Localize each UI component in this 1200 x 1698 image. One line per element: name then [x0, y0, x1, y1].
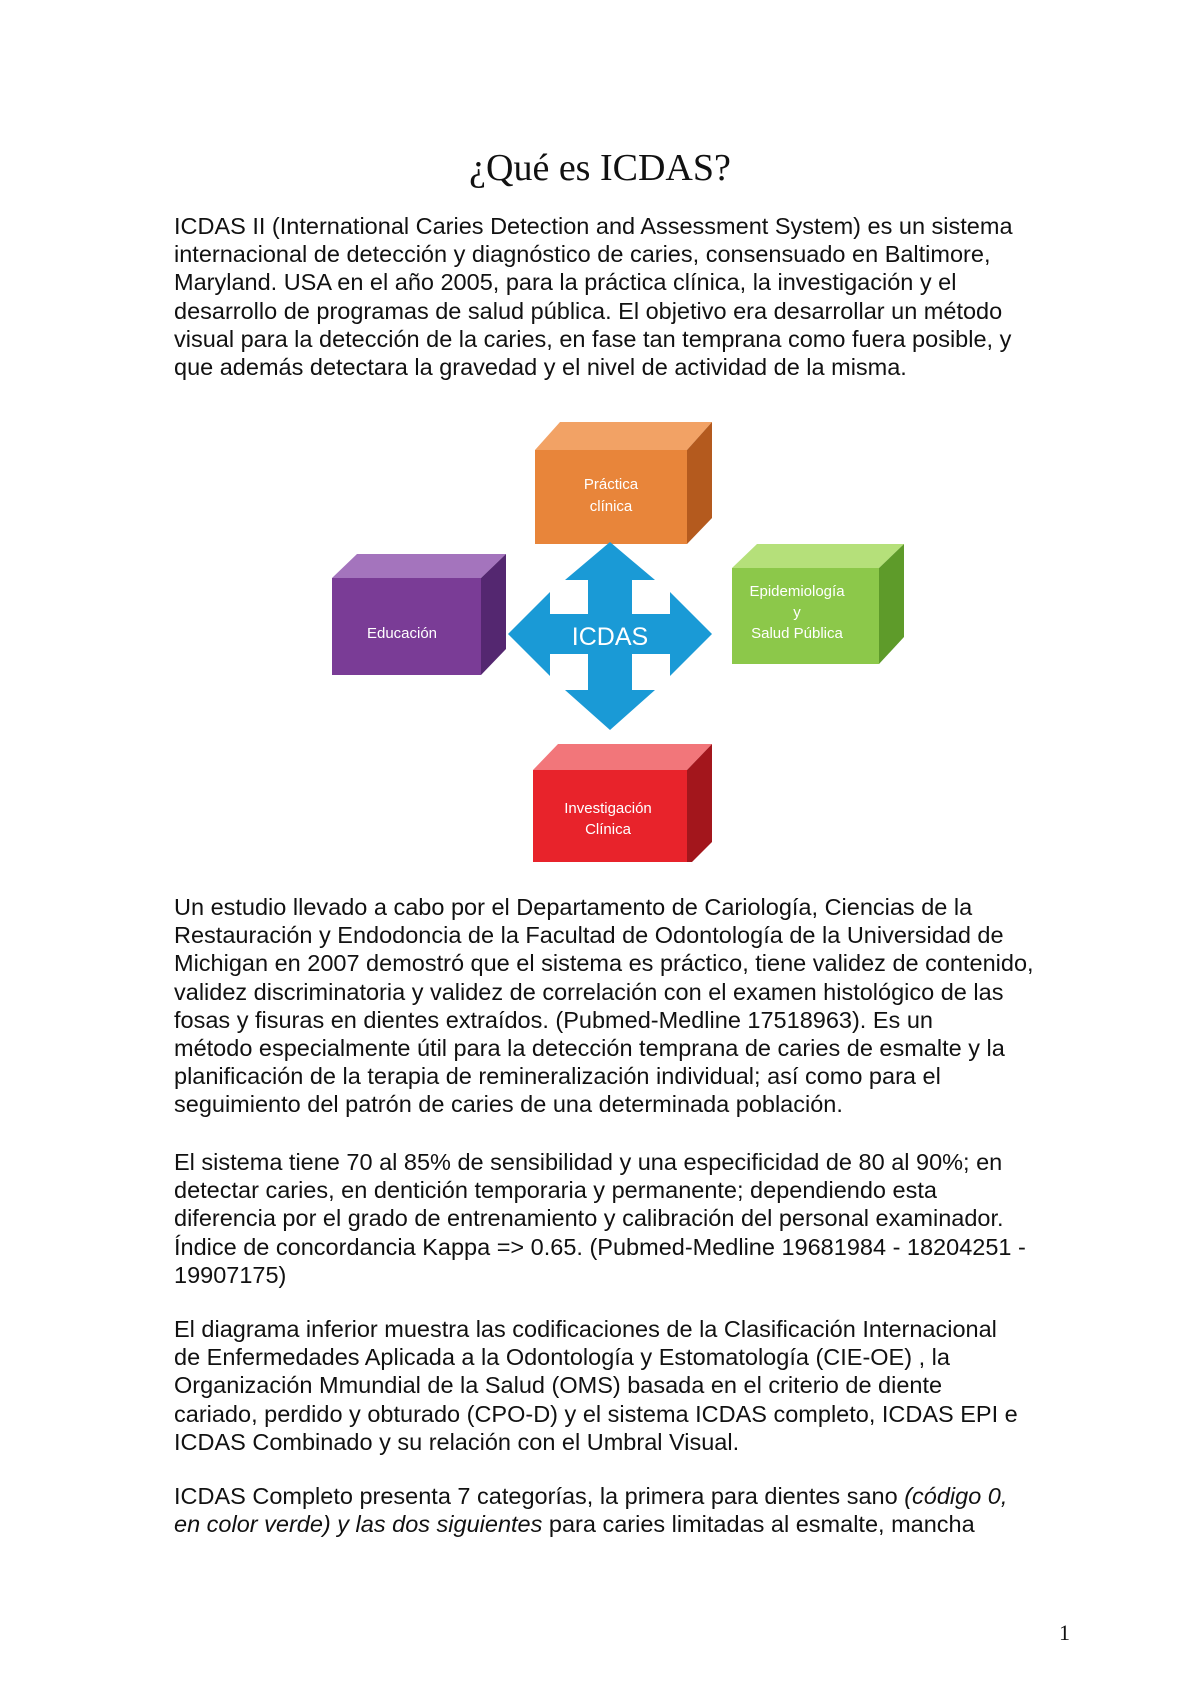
- text-normal: para caries limitadas al esmalte, mancha: [542, 1511, 975, 1538]
- box-label: Educación: [366, 625, 438, 642]
- text-line: 19907175): [174, 1261, 287, 1288]
- text-line: cariado, perdido y obturado (CPO-D) y el sistema ICDAS completo, ICDAS EPI e: [174, 1400, 1018, 1427]
- box-label: clínica: [589, 498, 633, 515]
- text-line: internacional de detección y diagnóstico de caries, consensuado en Baltimore,: [174, 241, 991, 268]
- sensitivity-paragraph: [174, 1148, 1074, 1289]
- text-italic: (código 0,: [904, 1483, 1008, 1509]
- text-line: El diagrama inferior muestra las codificaciones de la Clasificación Internacional: [174, 1316, 997, 1342]
- text-line: que además detectara la gravedad y el nivel de actividad de la misma.: [174, 354, 907, 381]
- page-number: 1: [1059, 1620, 1070, 1645]
- text-line: [174, 1510, 1074, 1538]
- box-epidemiologia: [732, 544, 904, 664]
- diagram-description-paragraph: [174, 1315, 1074, 1456]
- text-line: planificación de la terapia de remineralización individual; así como para el: [174, 1063, 941, 1090]
- box-educacion: [332, 554, 506, 675]
- text-line: fosas y fisuras en dientes extraídos. (Pubmed-Medline 17518963). Es un: [174, 1006, 933, 1033]
- page-title: ¿Qué es ICDAS?: [469, 147, 731, 189]
- text-normal: ICDAS Completo presenta 7 categorías, la primera para dientes sano: [174, 1483, 905, 1509]
- text-line: ICDAS Combinado y su relación con el Umbral Visual.: [174, 1428, 740, 1455]
- text-line: método especialmente útil para la detección temprana de caries de esmalte y la: [174, 1035, 1005, 1062]
- text-italic: en color verde) y las dos siguientes: [174, 1511, 543, 1538]
- text-line: [174, 1482, 1074, 1510]
- icdas-diagram: [320, 412, 920, 862]
- study-paragraph: [174, 893, 1074, 1119]
- icdas-completo-paragraph: [174, 1482, 1074, 1538]
- text-line: El sistema tiene 70 al 85% de sensibilidad y una especificidad de 80 al 90%; en: [174, 1149, 1003, 1175]
- text-line: detectar caries, en dentición temporaria y permanente; dependiendo esta: [174, 1177, 937, 1204]
- text-line: ICDAS II (International Caries Detection and Assessment System) es un sistema: [174, 213, 1013, 239]
- text-line: visual para la detección de la caries, en fase tan temprana como fuera posible, y: [174, 325, 1012, 352]
- center-label: ICDAS: [571, 623, 649, 651]
- box-label: y: [793, 604, 801, 621]
- text-line: diferencia por el grado de entrenamiento y calibración del personal examinador.: [174, 1205, 1004, 1232]
- text-line: Michigan en 2007 demostró que el sistema es práctico, tiene validez de contenido,: [174, 950, 1034, 977]
- box-label: Salud Pública: [751, 625, 843, 642]
- text-line: Organización Mmundial de la Salud (OMS) basada en el criterio de diente: [174, 1372, 943, 1399]
- box-label: Clínica: [585, 821, 631, 838]
- box-practica-clinica: [535, 422, 712, 544]
- box-label: Práctica: [583, 476, 639, 493]
- box-label: Epidemiología: [749, 583, 845, 600]
- text-line: Maryland. USA en el año 2005, para la práctica clínica, la investigación y el: [174, 269, 957, 296]
- icdas-four-way-arrow: [508, 542, 712, 730]
- text-line: validez discriminatoria y validez de correlación con el examen histológico de las: [174, 978, 1004, 1005]
- text-line: Un estudio llevado a cabo por el Departamento de Cariología, Ciencias de la: [174, 894, 973, 920]
- text-line: Índice de concordancia Kappa => 0.65. (Pubmed-Medline 19681984 - 18204251 -: [174, 1233, 1026, 1260]
- intro-paragraph: [174, 212, 1074, 381]
- text-line: desarrollo de programas de salud pública. El objetivo era desarrollar un método: [174, 297, 1003, 324]
- text-line: Restauración y Endodoncia de la Facultad de Odontología de la Universidad de: [174, 922, 1004, 949]
- box-label: Investigación: [564, 800, 652, 817]
- text-line: seguimiento del patrón de caries de una determinada población.: [174, 1091, 843, 1118]
- box-investigacion-clinica: [533, 744, 712, 862]
- text-line: de Enfermedades Aplicada a la Odontología y Estomatología (CIE-OE) , la: [174, 1344, 950, 1371]
